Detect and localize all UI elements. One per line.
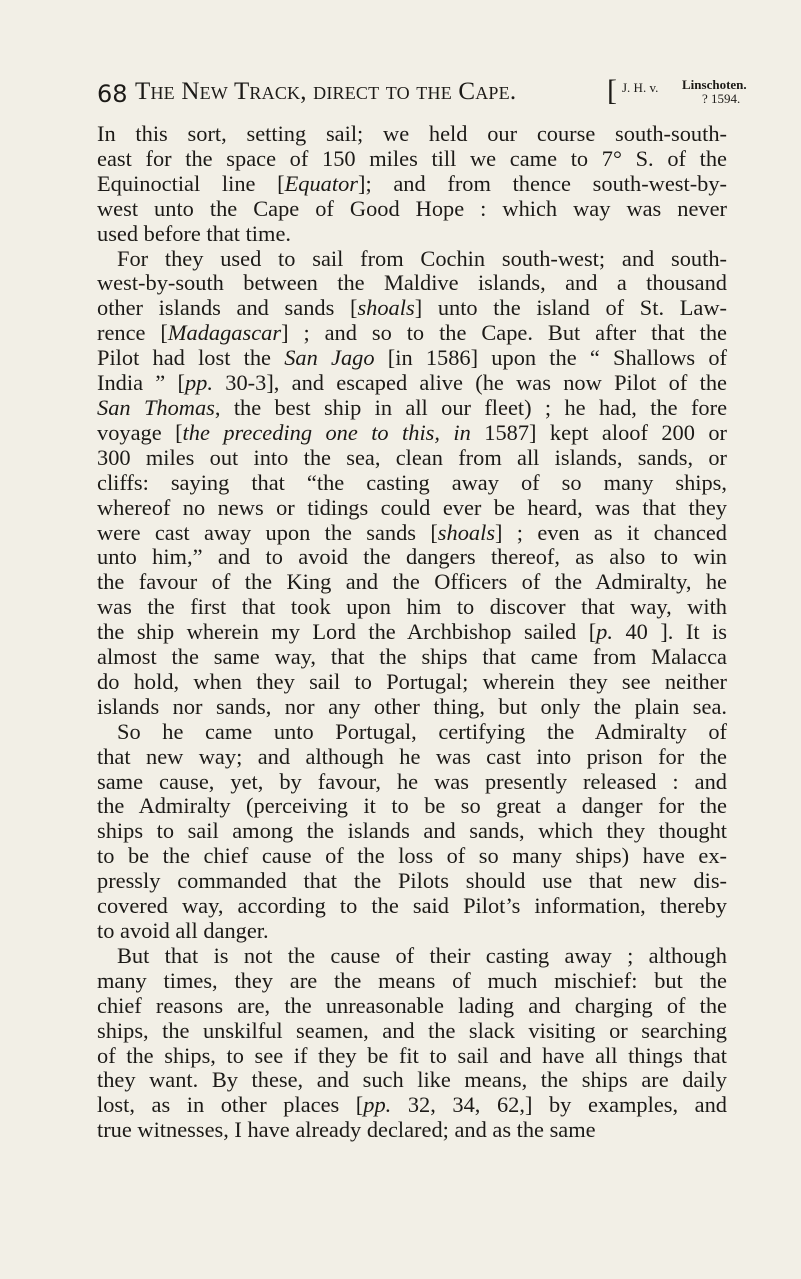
text-line — [97, 595, 727, 620]
text-line — [97, 296, 727, 321]
text-line — [97, 222, 727, 247]
text-segment: they want. By these, and such like means, the ships are daily — [97, 1067, 727, 1093]
text-segment: 300 miles out into the sea, clean from all islands, sands, or — [97, 444, 727, 470]
text-line — [97, 371, 727, 396]
text-segment: many times, they are the means of much mischief: but the — [97, 967, 727, 993]
source-separator: ? — [702, 91, 708, 106]
text-segment: ships, the unskilful seamen, and the slack visiting or searching — [97, 1017, 727, 1043]
text-segment: the favour of the King and the Officers of the Admiralty, he — [97, 569, 727, 595]
text-segment: to be the chief cause of the loss of so many ships) have ex- — [97, 843, 727, 869]
italic-text-segment: shoals — [437, 519, 496, 545]
text-segment: covered way, according to the said Pilot’s information, thereby — [97, 893, 727, 919]
text-line — [97, 1068, 727, 1093]
text-line — [97, 172, 727, 197]
text-segment: west unto the Cape of Good Hope : which way was never — [97, 195, 727, 221]
text-segment: So he came unto Portugal, certifying the Admiralty of — [117, 718, 727, 744]
text-segment: Equinoctial line [ — [97, 170, 285, 196]
text-segment: chief reasons are, the unreasonable lading and charging of the — [97, 992, 727, 1018]
text-segment: But that is not the cause of their casting away ; although — [117, 942, 727, 968]
italic-text-segment: shoals — [357, 295, 415, 321]
text-line — [97, 545, 727, 570]
text-line — [97, 720, 727, 745]
text-segment: same cause, yet, by favour, he was presently released : and — [97, 768, 727, 794]
text-line — [97, 122, 727, 147]
text-segment: [in 1586] upon the “ Shallows of — [374, 345, 727, 371]
text-segment: ]; and from thence south-west-by- — [358, 170, 727, 196]
source-name: Linschoten. — [682, 77, 747, 92]
text-segment: do hold, when they sail to Portugal; wherein they see neither — [97, 668, 727, 694]
text-line — [97, 321, 727, 346]
text-segment: ] unto the island of St. Law- — [414, 295, 727, 321]
source-author: J. H. v. — [622, 80, 659, 95]
text-line — [97, 745, 727, 770]
text-segment: For they used to sail from Cochin south-west; and south- — [117, 245, 727, 271]
text-line — [97, 944, 727, 969]
text-line — [97, 346, 727, 371]
text-line — [97, 869, 727, 894]
text-segment: In this sort, setting sail; we held our course south-south- — [97, 121, 727, 146]
text-line — [97, 521, 727, 546]
text-line — [97, 919, 727, 944]
text-line — [97, 620, 727, 645]
text-segment: unto him,” and to avoid the dangers thereof, as also to win — [97, 544, 727, 570]
text-segment: , the best ship in all our fleet) ; he had, the fore — [214, 394, 728, 420]
text-segment: used before that time. — [97, 220, 291, 246]
text-line — [97, 1118, 727, 1143]
text-segment: was the first that took upon him to discover that way, with — [97, 594, 727, 620]
text-line — [97, 1044, 727, 1069]
running-header — [97, 74, 747, 118]
text-segment: almost the same way, that the ships that came from Malacca — [97, 644, 727, 670]
text-segment: 32, 34, 62,] by examples, and — [391, 1092, 727, 1118]
page-number: 68 — [97, 80, 128, 108]
italic-text-segment: Equator — [284, 170, 359, 196]
italic-text-segment: pp. — [363, 1092, 392, 1118]
text-segment: 30-3], and escaped alive (he was now Pilot of the — [212, 370, 727, 396]
text-line — [97, 695, 727, 720]
text-segment: of the ships, to see if they be fit to sail and have all things that — [97, 1042, 727, 1068]
text-segment: voyage [ — [97, 419, 183, 445]
text-segment: west-by-south between the Maldive islands, and a thousand — [97, 270, 727, 296]
text-segment: whereof no news or tidings could ever be heard, was that they — [97, 494, 727, 520]
text-line — [97, 471, 727, 496]
italic-text-segment: San Jago — [284, 345, 375, 371]
text-segment: ] ; and so to the Cape. But after that the — [281, 320, 727, 346]
text-line — [97, 969, 727, 994]
text-segment: were cast away upon the sands [ — [97, 519, 438, 545]
text-line — [97, 844, 727, 869]
text-line — [97, 197, 727, 222]
text-segment: lost, as in other places [ — [97, 1092, 364, 1118]
text-line — [97, 770, 727, 795]
text-segment: 40 ]. It is — [612, 619, 727, 645]
text-segment: ships to sail among the islands and sands, which they thought — [97, 818, 727, 844]
text-segment: true witnesses, I have already declared; and as the same — [97, 1117, 596, 1143]
text-segment: to avoid all danger. — [97, 918, 269, 943]
text-segment: pressly commanded that the Pilots should use that new dis- — [97, 868, 727, 894]
text-line — [97, 421, 727, 446]
text-line — [97, 819, 727, 844]
text-line — [97, 271, 727, 296]
text-line — [97, 247, 727, 272]
source-bracket: [ — [607, 74, 617, 107]
text-line — [97, 446, 727, 471]
italic-text-segment: Madagascar — [167, 320, 282, 346]
text-segment: rence [ — [97, 320, 168, 346]
text-line — [97, 1019, 727, 1044]
text-line — [97, 645, 727, 670]
text-segment: the ship wherein my Lord the Archbishop sailed [ — [97, 619, 597, 645]
text-segment: Pilot had lost the — [97, 345, 285, 371]
text-line — [97, 894, 727, 919]
running-title: The New Track, direct to the Cape. — [135, 78, 517, 105]
text-segment: that new way; and although he was cast into prison for the — [97, 743, 727, 769]
text-segment: other islands and sands [ — [97, 295, 358, 321]
text-segment: the Admiralty (perceiving it to be so great a danger for the — [97, 793, 727, 819]
italic-text-segment: pp. — [184, 370, 213, 396]
italic-text-segment: the preceding one to this, in — [182, 419, 471, 445]
text-line — [97, 670, 727, 695]
text-segment: ] ; even as it chanced — [495, 519, 727, 545]
italic-text-segment: San Thomas — [97, 394, 215, 420]
text-segment: islands nor sands, nor any other thing, but only the plain sea. — [97, 693, 727, 719]
source-year: 1594. — [711, 91, 741, 106]
text-segment: 1587] kept aloof 200 or — [470, 419, 727, 445]
text-line — [97, 794, 727, 819]
text-line — [97, 1093, 727, 1118]
text-segment: India ” [ — [97, 370, 185, 396]
text-segment: east for the space of 150 miles till we came to 7° S. of the — [97, 145, 727, 171]
text-segment: cliffs: saying that “the casting away of so many ships, — [97, 469, 727, 495]
text-line — [97, 496, 727, 521]
text-line — [97, 396, 727, 421]
text-line — [97, 994, 727, 1019]
page-body-text — [97, 122, 727, 1143]
italic-text-segment: p. — [596, 619, 613, 645]
text-line — [97, 570, 727, 595]
text-line — [97, 147, 727, 172]
